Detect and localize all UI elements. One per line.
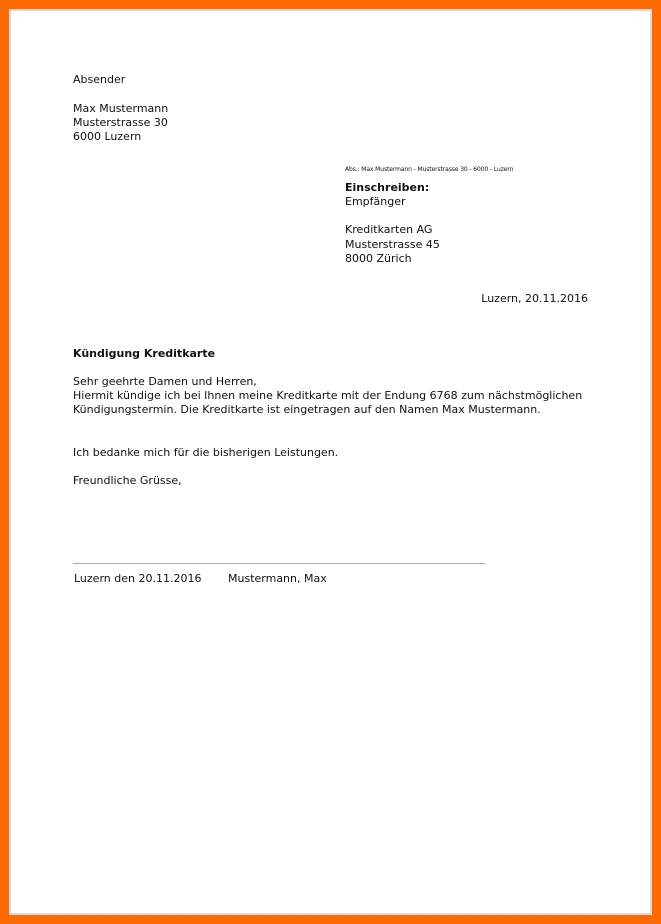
recipient-company: Kreditkarten AG bbox=[345, 223, 433, 236]
recipient-label: Empfänger bbox=[345, 195, 406, 208]
sender-name: Max Mustermann bbox=[73, 102, 169, 115]
closing-line: Freundliche Grüsse, bbox=[73, 474, 182, 487]
place-date: Luzern, 20.11.2016 bbox=[481, 292, 588, 305]
letter-page bbox=[9, 9, 652, 915]
thanks-line: Ich bedanke mich für die bisherigen Leistungen. bbox=[73, 446, 339, 459]
sender-label: Absender bbox=[73, 73, 126, 86]
subject: Kündigung Kreditkarte bbox=[73, 347, 216, 360]
signature-line bbox=[73, 563, 485, 564]
signature-place-date: Luzern den 20.11.2016 bbox=[74, 572, 202, 585]
return-address-line: Abs.: Max Mustermann - Musterstrasse 30 - 6000 - Luzern bbox=[345, 166, 514, 173]
body-line-2: Kündigungstermin. Die Kreditkarte ist eingetragen auf den Namen Max Mustermann. bbox=[73, 403, 541, 416]
body-line-1: Hiermit kündige ich bei Ihnen meine Kreditkarte mit der Endung 6768 zum nächstmöglichen bbox=[73, 389, 583, 402]
signature-name: Mustermann, Max bbox=[228, 572, 327, 585]
delivery-note: Einschreiben: bbox=[345, 181, 430, 194]
recipient-city: 8000 Zürich bbox=[345, 252, 412, 265]
salutation: Sehr geehrte Damen und Herren, bbox=[73, 375, 257, 388]
sender-street: Musterstrasse 30 bbox=[73, 116, 168, 129]
sender-city: 6000 Luzern bbox=[73, 130, 142, 143]
recipient-street: Musterstrasse 45 bbox=[345, 238, 440, 251]
